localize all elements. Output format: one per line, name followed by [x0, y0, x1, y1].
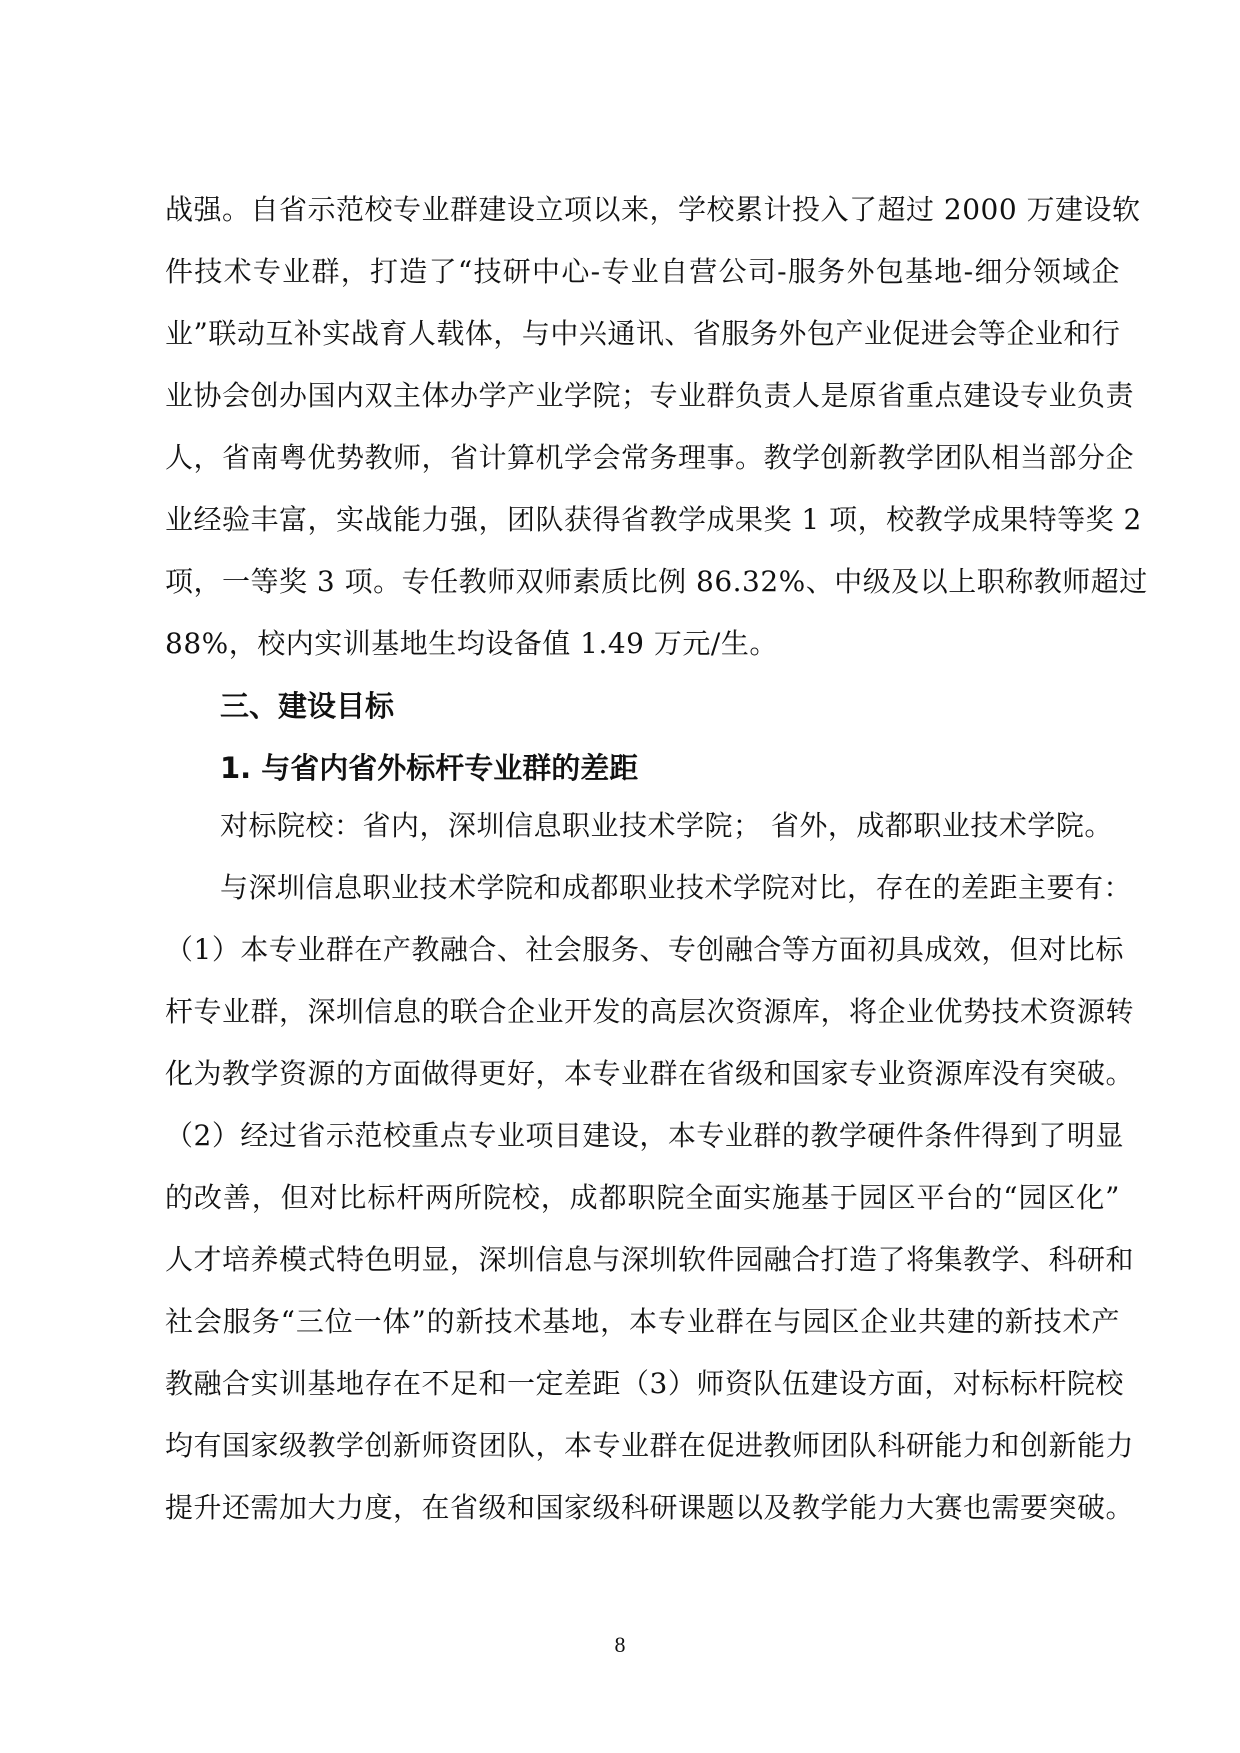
- paragraph-2-line-3: 杆专业群，深圳信息的联合企业开发的高层次资源库，将企业优势技术资源转: [165, 995, 1135, 1028]
- paragraph-2-line-10: 均有国家级教学创新师资团队，本专业群在促进教师团队科研能力和创新能力: [165, 1429, 1135, 1462]
- section-heading: 三、建设目标: [220, 689, 395, 723]
- paragraph-1-line-5: 人，省南粤优势教师，省计算机学会常务理事。教学创新教学团队相当部分企: [165, 441, 1135, 474]
- paragraph-2-line-1: 与深圳信息职业技术学院和成都职业技术学院对比，存在的差距主要有：: [220, 871, 1133, 904]
- paragraph-2-line-8: 社会服务“三位一体”的新技术基地，本专业群在与园区企业共建的新技术产: [165, 1305, 1120, 1338]
- paragraph-1-line-2: 件技术专业群，打造了“技研中心-专业自营公司-服务外包基地-细分领域企: [165, 255, 1120, 288]
- page-number: 8: [614, 1632, 626, 1657]
- paragraph-2-line-9: 教融合实训基地存在不足和一定差距（3）师资队伍建设方面，对标标杆院校: [165, 1367, 1124, 1400]
- paragraph-2-line-6: 的改善，但对比标杆两所院校，成都职院全面实施基于园区平台的“园区化”: [165, 1181, 1120, 1214]
- paragraph-2-line-2: （1）本专业群在产教融合、社会服务、专创融合等方面初具成效，但对比标: [165, 933, 1124, 966]
- paragraph-2-line-4: 化为教学资源的方面做得更好，本专业群在省级和国家专业资源库没有突破。: [165, 1057, 1135, 1090]
- subsection-heading: 1. 与省内省外标杆专业群的差距: [220, 751, 639, 785]
- paragraph-2-line-5: （2）经过省示范校重点专业项目建设，本专业群的教学硬件条件得到了明显: [165, 1119, 1124, 1152]
- paragraph-1-line-8: 88%，校内实训基地生均设备值 1.49 万元/生。: [165, 627, 778, 660]
- paragraph-1-line-3: 业”联动互补实战育人载体，与中兴通讯、省服务外包产业促进会等企业和行: [165, 317, 1121, 350]
- paragraph-1-line-6: 业经验丰富，实战能力强，团队获得省教学成果奖 1 项，校教学成果特等奖 2: [165, 503, 1142, 536]
- paragraph-2-line-11: 提升还需加大力度，在省级和国家级科研课题以及教学能力大赛也需要突破。: [165, 1491, 1135, 1524]
- benchmark-line: 对标院校：省内，深圳信息职业技术学院； 省外，成都职业技术学院。: [220, 809, 1113, 842]
- paragraph-1-line-1: 战强。自省示范校专业群建设立项以来，学校累计投入了超过 2000 万建设软: [165, 193, 1141, 226]
- paragraph-2-line-7: 人才培养模式特色明显，深圳信息与深圳软件园融合打造了将集教学、科研和: [165, 1243, 1135, 1276]
- paragraph-1-line-7: 项，一等奖 3 项。专任教师双师素质比例 86.32%、中级及以上职称教师超过: [165, 565, 1148, 598]
- paragraph-1-line-4: 业协会创办国内双主体办学产业学院；专业群负责人是原省重点建设专业负责: [165, 379, 1135, 412]
